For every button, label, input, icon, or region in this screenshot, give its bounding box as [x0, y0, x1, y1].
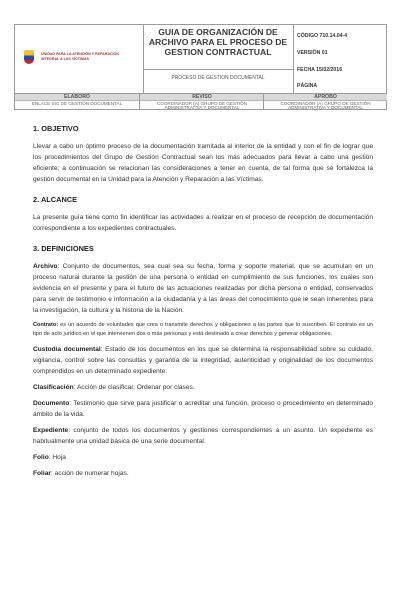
aprobo-column: [263, 94, 387, 109]
logo-text: UNIDAD PARA LA ATENCIÓN Y REPARACIÓN INTEGRAL A LAS VÍCTIMAS: [41, 52, 119, 61]
elaboro-value: ENLACE SIG DE GESTIÓN DOCUMENTAL: [31, 100, 123, 106]
codigo-field: CÓDIGO 710.14.04-4: [297, 33, 348, 39]
document-title: GUIA DE ORGANIZACIÓN DE ARCHIVO PARA EL PROCESO DE GESTION CONTRACTUAL: [148, 27, 288, 57]
title-cell: [143, 25, 294, 93]
definition-text: : Estado de los documentos en los que se determina la responsabilidad sobre su cuidado, vigilancia, control sobre las consultas y garantía de la integridad, autenticidad y originalidad de los documentos comprendidos en un determinado expediente.: [33, 346, 373, 375]
pagina-field: PÁGINA: [297, 83, 318, 89]
elaboro-column: [15, 94, 139, 109]
definition-folio: [33, 452, 373, 463]
definition-contrato: [33, 321, 373, 339]
definition-term: Folio: [33, 454, 49, 461]
document-header: [14, 24, 387, 94]
reviso-column: [139, 94, 264, 109]
definition-term: Documento: [33, 400, 70, 407]
definition-expediente: [33, 425, 373, 447]
definiciones-heading: 3. DEFINICIONES: [33, 244, 94, 253]
version-field: VERSIÓN 01: [297, 50, 328, 56]
definition-text: : Hoja: [48, 454, 66, 461]
definition-archivo: [33, 261, 373, 316]
definition-term: Foliar: [33, 470, 51, 477]
definition-term: Clasificación: [33, 384, 74, 391]
definition-text: : Conjunto de documentos, sea cual sea su fecha, forma y soporte material, que se acumulan en un proceso natural durante la gestión de una persona o entidad en cumplimiento de sus funciones, los cuales son evidencia en el presente y para el futuro de las actuaciones realizadas por dicha persona o entidad, conservados para servir de testimonio e información a la ciudadanía y a las áreas del conocimiento que le sean inherentes para la investigación, la cultura y la historia de la Nación.: [33, 263, 373, 314]
process-subtitle: PROCESO DE GESTION DOCUMENTAL: [143, 69, 293, 81]
unidad-victimas-logo: [23, 49, 35, 65]
alcance-heading: 2. ALCANCE: [33, 195, 78, 204]
definition-text: : conjunto de todos los documentos y gestiones correspondientes a un asunto. Un expediente es habitualmente una unidad básica de una serie documental.: [33, 427, 373, 445]
document-info: [293, 25, 387, 93]
definition-term: Expediente: [33, 427, 69, 434]
reviso-label: REVISO: [140, 94, 264, 101]
definition-text: es un acuerdo de voluntades que crea o transmite derechos y obligaciones a las partes que lo suscriben. El contrato es un tipo de acto jurídico en el que intervienen dos o más personas y está destinado a crear derechos y generar obligaciones.: [33, 322, 373, 337]
objetivo-paragraph: Llevar a cabo un óptimo proceso de la documentación tramitada al interior de la entidad y con el fin de lograr que los procedimientos del Grupo de Gestión Contractual sean los más adecuados para llevar a cabo una gestión eficiente; a continuación se relacionan las consideraciones a tener en cuenta, de tal forma que se fortalezca la gestión documental en la Unidad para la Atención y Reparación a las Víctimas.: [33, 143, 373, 183]
definition-text: : Acción de clasificar, Ordenar por clases.: [73, 384, 195, 391]
definition-term: Custodia documental: [33, 346, 101, 353]
definition-documento: [33, 398, 373, 420]
definition-text: : acción de numerar hojas.: [50, 470, 129, 477]
definition-term: Archivo: [33, 263, 58, 270]
aprobo-value: COORDINADOR (A) GRUPO DE GESTIÓN ADMINISTRATIVA Y DOCUMENTAL: [280, 100, 371, 111]
reviso-value: COORDINADOR (A) GRUPO DE GESTIÓN ADMINISTRATIVA Y DOCUMENTAL: [156, 100, 248, 111]
fecha-field: FECHA 15/02/2016: [297, 67, 343, 73]
definition-term: Contrato:: [33, 322, 59, 328]
document-body: [33, 124, 373, 479]
logo-cell: [15, 25, 144, 93]
alcance-paragraph: La presente guía tiene como fin identificar las actividades a realizar en el proceso de recepción de documentación correspondiente a los expedientes contractuales.: [33, 214, 373, 232]
elaboro-label: ELABORO: [15, 94, 139, 101]
definition-clasificacion: [33, 382, 373, 393]
definition-custodia: [33, 344, 373, 377]
aprobo-label: APROBO: [264, 94, 387, 101]
definition-text: : Testimonio que sirve para justificar o acreditar una función, proceso o procedimiento en determinado ámbito de la vida.: [33, 400, 373, 418]
definition-foliar: [33, 468, 373, 479]
approval-table: [14, 94, 387, 110]
objetivo-heading: 1. OBJETIVO: [33, 124, 79, 133]
